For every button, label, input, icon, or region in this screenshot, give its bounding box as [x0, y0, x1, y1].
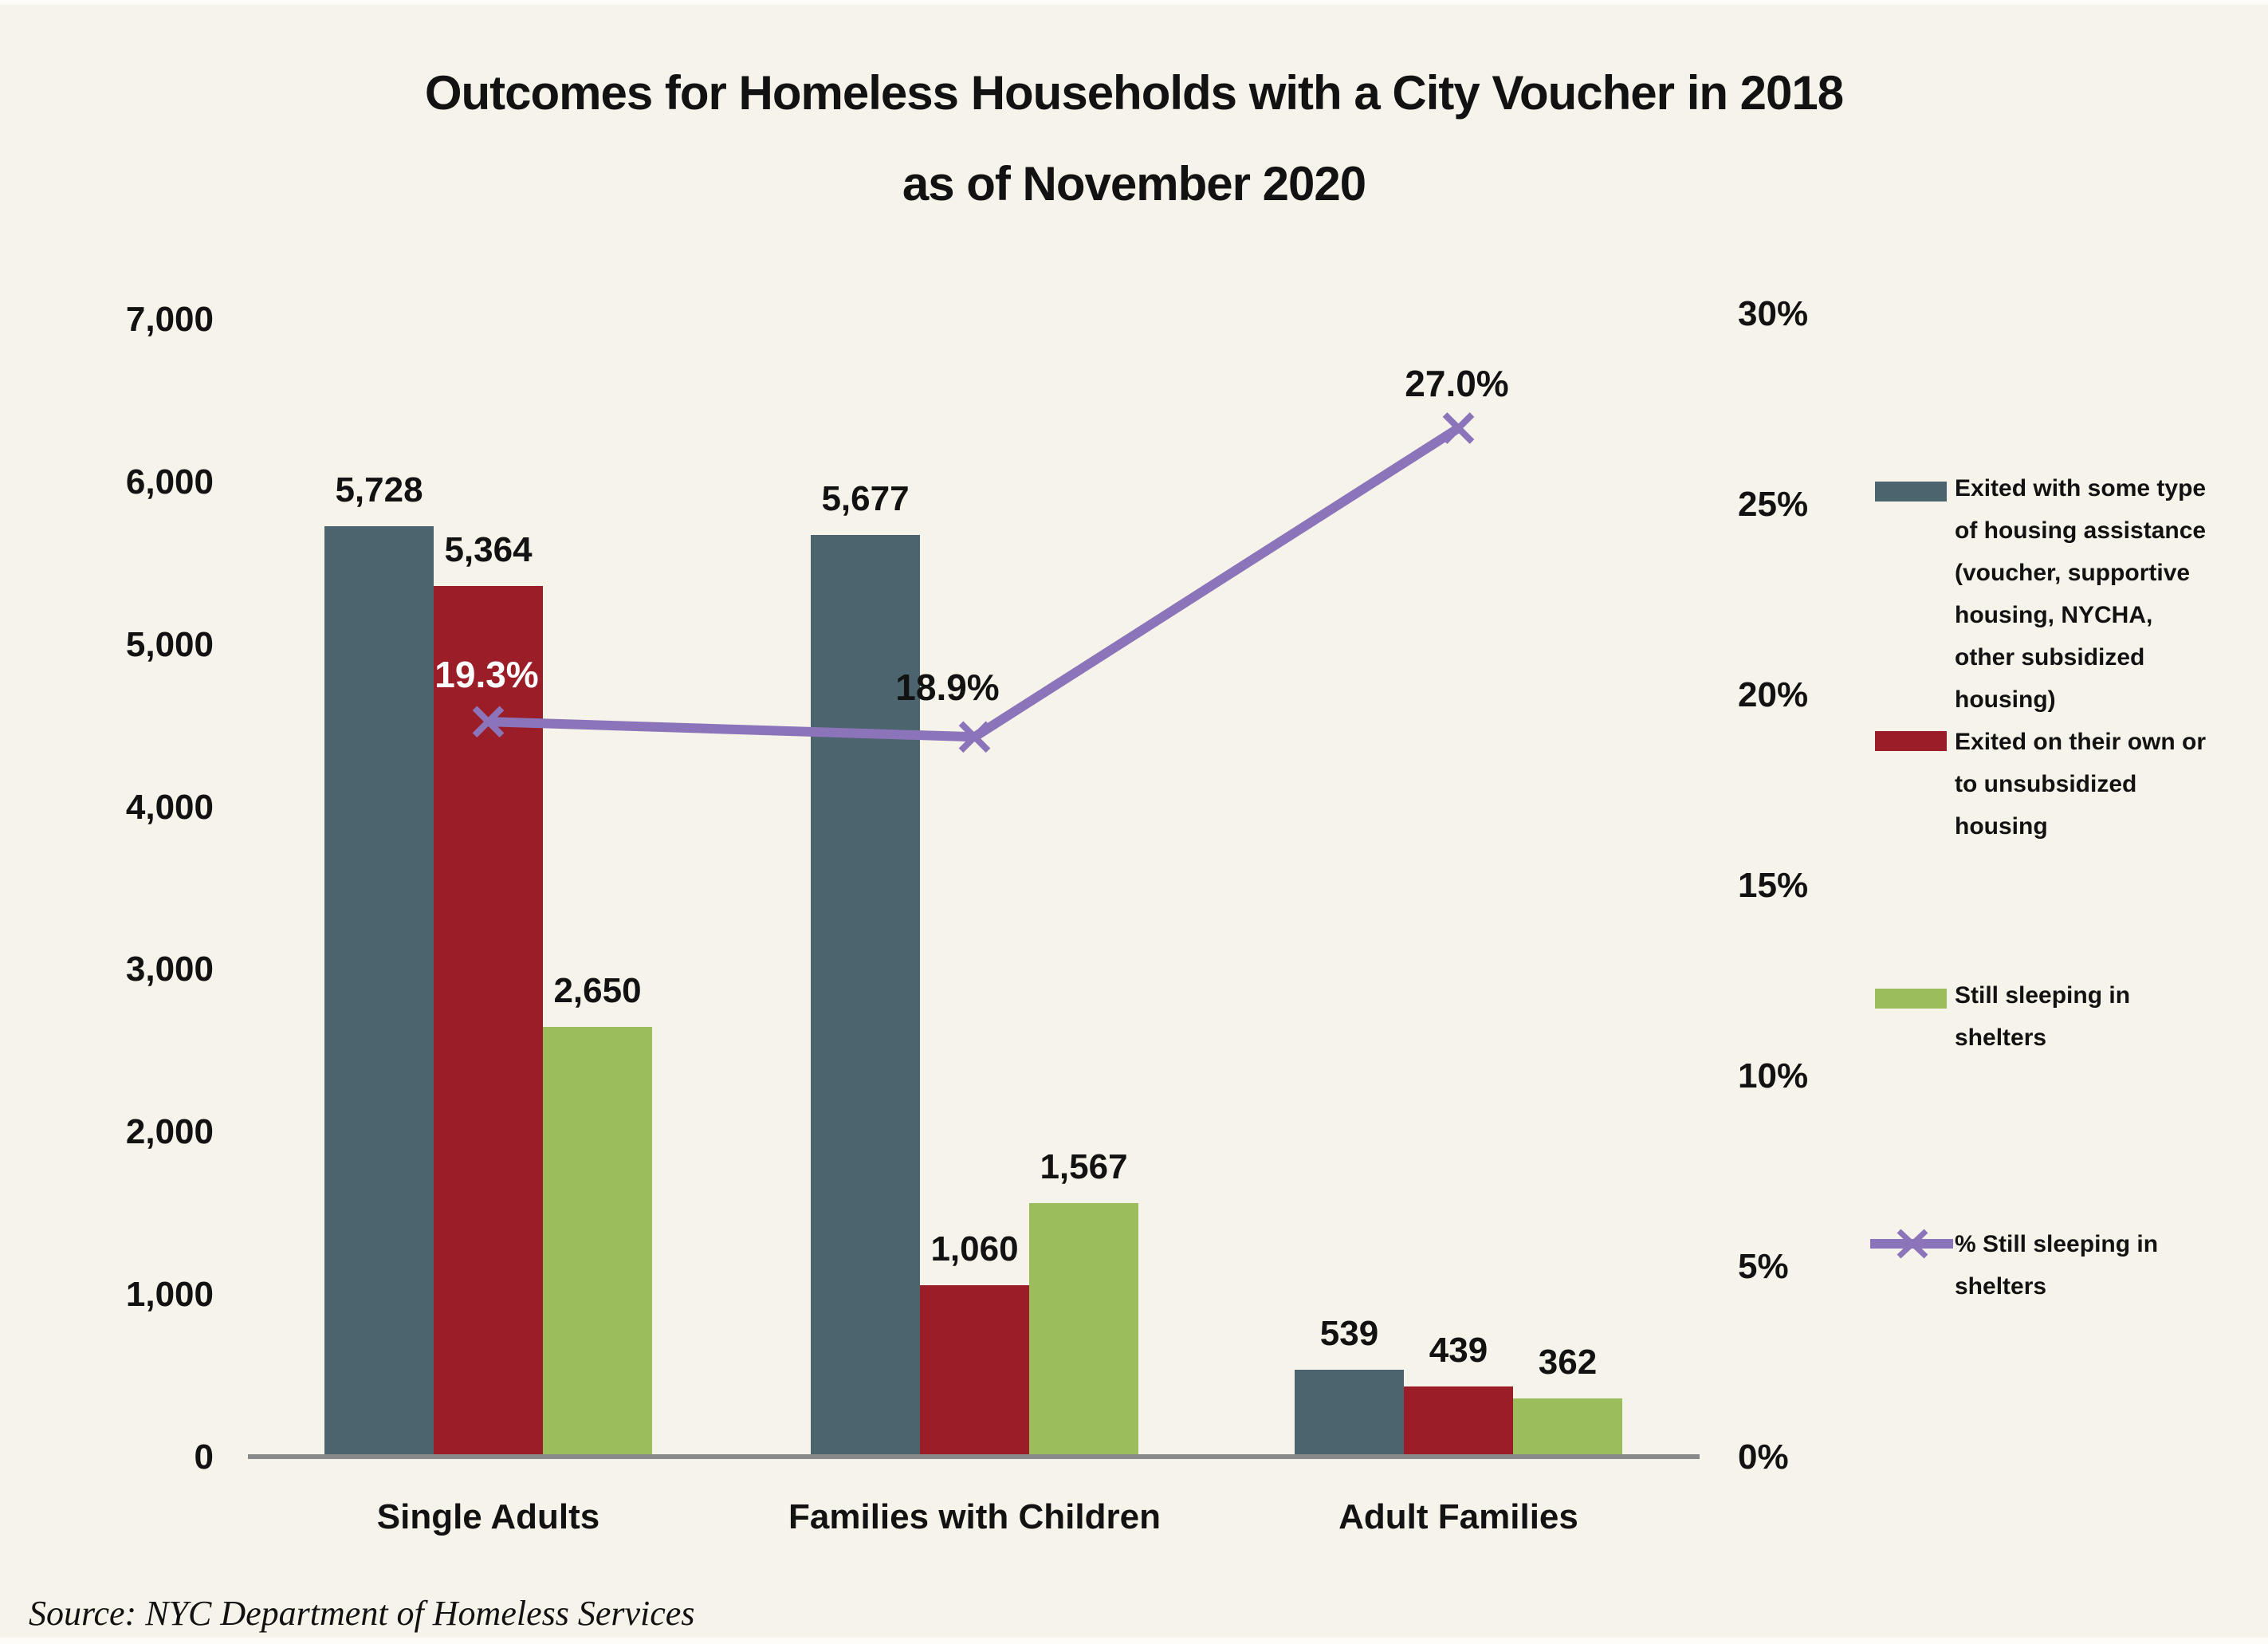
legend-item-label [1955, 974, 2130, 1059]
bar [1029, 1203, 1138, 1459]
bar-value-label: 5,364 [444, 529, 533, 569]
x-marker-icon [1445, 415, 1472, 442]
left-axis-tick: 1,000 [125, 1275, 214, 1315]
bar-value-label: 362 [1538, 1343, 1598, 1382]
category-label: Single Adults [376, 1497, 600, 1536]
chart-title-line1: Outcomes for Homeless Households with a City Voucher in 2018 [424, 66, 1844, 120]
legend-swatch [1875, 731, 1947, 751]
chart-title-line2: as of November 2020 [902, 157, 1366, 210]
right-axis-tick: 5% [1738, 1246, 1789, 1286]
bar-value-label: 5,677 [821, 478, 910, 518]
bar [434, 586, 543, 1459]
left-axis-tick: 6,000 [125, 462, 214, 501]
bottom-edge-strip [0, 1638, 2268, 1644]
legend-text-line: Exited with some type [1955, 475, 2207, 501]
bar-value-label: 539 [1319, 1314, 1379, 1354]
legend-text-line: other subsidized [1955, 644, 2145, 671]
right-axis-tick: 20% [1738, 675, 1809, 714]
right-axis-tick: 0% [1738, 1438, 1789, 1477]
line-value-label: 27.0% [1405, 363, 1509, 404]
left-axis-tick: 0 [194, 1438, 214, 1477]
legend-text-line: housing, NYCHA, [1955, 602, 2153, 628]
right-axis-tick: 15% [1738, 865, 1809, 905]
legend-item-label [1955, 721, 2206, 848]
bar [324, 526, 434, 1459]
right-axis-tick: 25% [1738, 484, 1809, 524]
bar [543, 1027, 652, 1459]
left-axis-tick: 5,000 [125, 624, 214, 664]
line-value-label: 19.3% [434, 654, 539, 696]
bar-value-label: 1,567 [1040, 1146, 1128, 1186]
bar [1513, 1398, 1622, 1459]
right-axis-tick: 30% [1738, 293, 1809, 333]
bar-value-label: 2,650 [553, 970, 642, 1010]
bar [1295, 1370, 1404, 1459]
bar-value-label: 5,728 [335, 470, 423, 510]
left-axis-tick: 4,000 [125, 787, 214, 827]
x-marker-icon [961, 723, 989, 750]
legend-text-line: shelters [1955, 1273, 2047, 1300]
category-label: Adult Families [1338, 1497, 1578, 1536]
bar-value-label: 1,060 [930, 1229, 1019, 1268]
bar-value-label: 439 [1429, 1330, 1488, 1370]
bar [920, 1285, 1029, 1459]
legend-text-line: housing [1955, 813, 2048, 840]
legend-text-line: % Still sleeping in [1955, 1231, 2159, 1257]
legend-text-line: Still sleeping in [1955, 982, 2131, 1009]
legend-swatch [1875, 482, 1947, 501]
legend-item-label [1955, 467, 2206, 721]
left-axis-tick: 2,000 [125, 1112, 214, 1152]
legend-text-line: (voucher, supportive [1955, 560, 2191, 586]
legend-text-line: Exited on their own or [1955, 729, 2207, 755]
x-marker-icon [1445, 415, 1472, 442]
top-edge-strip [0, 0, 2268, 5]
left-axis-tick: 7,000 [125, 300, 214, 339]
legend-item-label [1955, 1223, 2158, 1308]
legend-text-line: shelters [1955, 1025, 2047, 1051]
legend-line-marker-icon [1870, 1226, 1953, 1261]
right-axis-tick: 10% [1738, 1056, 1809, 1095]
legend-text-line: to unsubsidized [1955, 771, 2137, 797]
category-label: Families with Children [788, 1497, 1161, 1536]
line-value-label: 18.9% [895, 667, 1000, 709]
x-axis-line [248, 1454, 1700, 1459]
legend-swatch [1875, 989, 1947, 1009]
legend-text-line: of housing assistance [1955, 517, 2207, 544]
left-axis-tick: 3,000 [125, 950, 214, 989]
x-marker-icon [961, 723, 989, 750]
source-note: Source: NYC Department of Homeless Services [29, 1594, 695, 1633]
legend-text-line: housing) [1955, 686, 2056, 713]
bar [1404, 1386, 1513, 1459]
